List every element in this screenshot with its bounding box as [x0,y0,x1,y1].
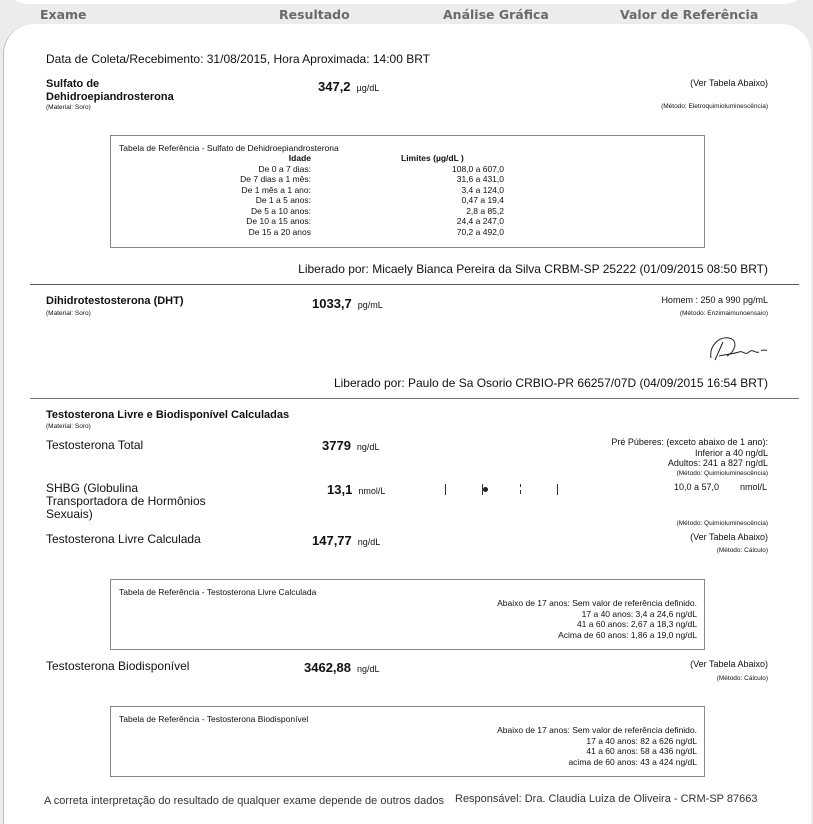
panel-title: Testosterona Livre e Biodisponível Calculadas [46,409,290,421]
reference-line: Adultos: 241 a 827 ng/dL [667,458,768,468]
exam-result-bio [304,659,380,677]
reference-line: 17 a 40 anos: 3,4 a 24,6 ng/dL [581,608,697,619]
exam-name-bio: Testosterona Biodisponível [46,659,190,673]
exam-reference-total [611,437,768,479]
reference-limits-column [401,153,504,237]
exam-reference: Homem : 250 a 990 pg/mL [661,295,768,305]
section-divider [30,284,799,285]
signature-image [705,332,773,364]
result-value: 147,77 [312,533,352,548]
limit-row: 31,6 a 431,0 [456,174,504,184]
exam-name-line1: Sulfato de [46,78,100,90]
result-unit: µg/dL [356,83,380,93]
result-value: 1033,7 [312,296,352,311]
column-header-resultado: Resultado [279,7,350,22]
exam-result [312,295,383,313]
released-by: Liberado por: Micaely Bianca Pereira da Silva CRBM-SP 25222 (01/09/2015 08:50 BRT) [298,262,768,276]
col-header-limits: Limites (µg/dL ) [401,153,464,163]
exam-name-free: Testosterona Livre Calculada [46,532,201,546]
result-value: 3779 [322,438,351,453]
result-unit: ng/dL [356,442,380,452]
exam-name-total: Testosterona Total [46,438,144,452]
age-row: De 1 mês a 1 ano: [241,184,311,195]
graph-mid-tick [520,484,521,487]
reference-table-bio [110,706,705,777]
age-row: De 0 a 7 dias: [258,163,311,174]
reference-range-shbg: 10,0 a 57,0 [674,482,720,492]
age-row: De 10 a 15 anos: [246,216,311,226]
result-unit: ng/dL [357,664,380,674]
exam-name: Dihidrotestosterona (DHT) [46,295,184,307]
exam-result-shbg [327,481,385,499]
column-header-exame: Exame [40,7,87,22]
result-value: 3462,88 [304,660,351,675]
graph-right-limit-tick [557,484,558,495]
exam-result-total [322,437,379,455]
column-header-valor-referencia: Valor de Referência [620,7,759,22]
reference-line: 41 a 60 anos: 2,67 a 18,3 ng/dL [576,619,697,629]
reference-table-title: Tabela de Referência - Sulfato de Dehidroepiandrosterona [119,143,339,153]
limit-row: 2,8 a 85,2 [466,205,504,216]
reference-line: Acima de 60 anos: 1,86 a 19,0 ng/dL [558,629,697,640]
exam-result-free [312,532,380,550]
exam-reference-bio: (Ver Tabela Abaixo) [690,659,768,669]
reference-table-lines [497,725,697,767]
reference-line: Abaixo de 17 anos: Sem valor de referência definido. [497,598,697,608]
name-line: Sexuais) [46,507,93,521]
age-row: De 15 a 20 anos [248,226,311,237]
col-header-age: Idade [288,153,311,163]
reference-table-lines [497,598,697,640]
exam-material: (Material: Soro) [46,310,91,317]
column-header-bar [0,4,813,26]
reference-age-column [111,153,311,237]
exam-method: (Método: Eletroquimioluminescência) [661,103,768,110]
result-value: 13,1 [327,482,353,497]
graph-left-limit-tick [445,484,446,495]
age-row: De 5 a 10 anos: [250,205,311,216]
reference-line: Inferior a 40 ng/dL [694,447,768,458]
collection-date: Data de Coleta/Recebimento: 31/08/2015, Hora Aproximada: 14:00 BRT [46,52,431,66]
exam-name-shbg [46,482,206,521]
footer-responsible: Responsável: Dra. Claudia Luiza de Oliveira - CRM-SP 87663 [455,793,758,805]
limit-row: 0,47 a 19,4 [461,195,504,205]
reference-table-title: Tabela de Referência - Testosterona Biodisponível [119,714,309,724]
reference-table-free [110,579,705,650]
released-by: Liberado por: Paulo de Sa Osorio CRBIO-PR 66257/07D (04/09/2015 16:54 BRT) [333,376,768,390]
reference-table-title: Tabela de Referência - Testosterona Livre Calculada [119,587,317,597]
age-row: De 1 a 5 anos: [255,195,311,205]
exam-result [318,78,379,96]
graph-result-marker [483,487,488,492]
result-unit: nmol/L [358,486,386,496]
limit-row: 24,4 a 247,0 [456,216,504,226]
exam-method-bio: (Método: Cálculo) [716,675,768,682]
exam-material: (Material: Soro) [46,423,91,430]
age-row: De 7 dias a 1 mês: [240,174,311,184]
limit-row: 3,4 a 124,0 [461,184,504,195]
exam-reference-free: (Ver Tabela Abaixo) [690,532,768,542]
exam-method: (Método: Quimioluminescência) [676,469,768,477]
section-divider [30,398,799,399]
column-header-analise-grafica: Análise Gráfica [443,7,549,22]
exam-method-free: (Método: Cálculo) [716,547,768,554]
exam-method: (Método: Enzimaimunoensaio) [679,310,768,317]
footer-disclaimer: A correta interpretação do resultado de qualquer exame depende de outros dados [44,795,444,807]
reference-line: 41 a 60 anos: 58 a 436 ng/dL [586,746,697,756]
limit-row: 108,0 a 607,0 [452,163,504,174]
exam-name-line2: Dehidroepiandrosterona [46,91,174,103]
reference-line: acima de 60 anos: 43 a 424 ng/dL [568,756,697,767]
exam-material: (Material: Soro) [46,104,91,111]
reference-line: Abaixo de 17 anos: Sem valor de referência definido. [497,725,697,735]
limit-row: 70,2 a 492,0 [456,226,504,237]
reference-line: Pré Púberes: (exceto abaixo de 1 ano): [611,437,768,447]
exam-method-shbg: (Método: Quimioluminescência) [676,520,768,527]
reference-unit-shbg: nmol/L [740,482,768,492]
result-value: 347,2 [318,79,351,94]
reference-table-dhea-s [110,135,705,248]
result-unit: pg/mL [357,300,383,310]
name-line: Transportadora de Hormônios [46,494,206,508]
reference-line: 17 a 40 anos: 82 a 626 ng/dL [586,735,697,746]
exam-reference: (Ver Tabela Abaixo) [690,78,768,88]
name-line: SHBG (Globulina [46,481,139,495]
graph-mid-tick [520,490,521,494]
result-unit: ng/dL [357,537,381,547]
